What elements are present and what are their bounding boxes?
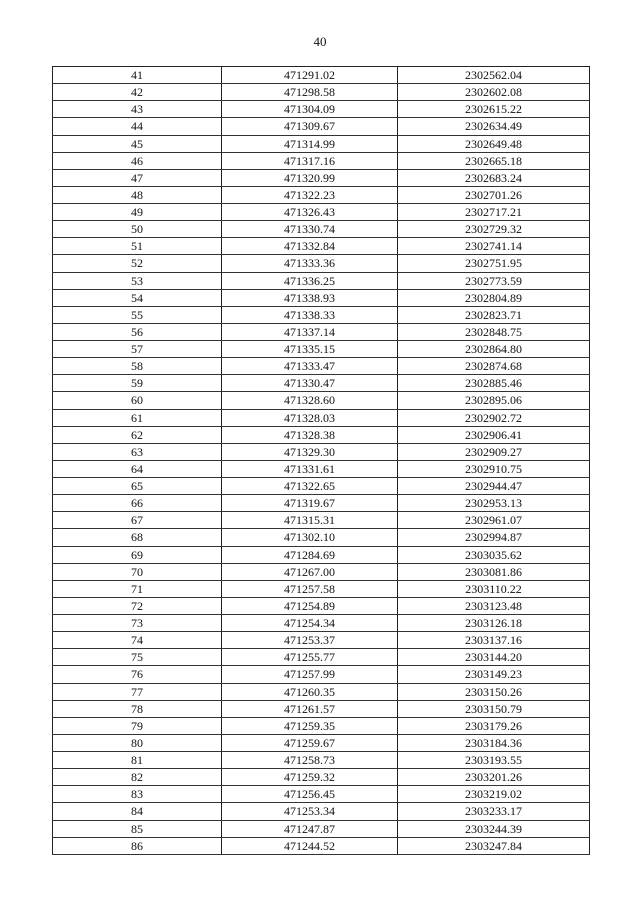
x-coordinate-cell: 471257.99 <box>222 666 398 683</box>
y-coordinate-cell: 2302602.08 <box>398 84 590 101</box>
y-coordinate-cell: 2302885.46 <box>398 375 590 392</box>
table-row <box>53 169 590 186</box>
point-number-cell: 63 <box>53 443 222 460</box>
y-coordinate-cell: 2303081.86 <box>398 563 590 580</box>
x-coordinate-cell: 471333.36 <box>222 255 398 272</box>
table-row <box>53 306 590 323</box>
table-row <box>53 152 590 169</box>
x-coordinate-cell: 471260.35 <box>222 683 398 700</box>
x-coordinate-cell: 471247.87 <box>222 820 398 837</box>
x-coordinate-cell: 471328.03 <box>222 409 398 426</box>
point-number-cell: 84 <box>53 803 222 820</box>
x-coordinate-cell: 471332.84 <box>222 238 398 255</box>
table-row <box>53 478 590 495</box>
table-row <box>53 101 590 118</box>
table-row <box>53 323 590 340</box>
point-number-cell: 75 <box>53 649 222 666</box>
point-number-cell: 70 <box>53 563 222 580</box>
x-coordinate-cell: 471253.37 <box>222 632 398 649</box>
y-coordinate-cell: 2303179.26 <box>398 717 590 734</box>
x-coordinate-cell: 471259.35 <box>222 717 398 734</box>
table-row <box>53 272 590 289</box>
table-row <box>53 597 590 614</box>
point-number-cell: 79 <box>53 717 222 734</box>
y-coordinate-cell: 2303219.02 <box>398 786 590 803</box>
table-row <box>53 837 590 854</box>
point-number-cell: 51 <box>53 238 222 255</box>
point-number-cell: 45 <box>53 135 222 152</box>
y-coordinate-cell: 2302902.72 <box>398 409 590 426</box>
point-number-cell: 64 <box>53 460 222 477</box>
x-coordinate-cell: 471322.65 <box>222 478 398 495</box>
x-coordinate-cell: 471320.99 <box>222 169 398 186</box>
table-row <box>53 238 590 255</box>
x-coordinate-cell: 471267.00 <box>222 563 398 580</box>
y-coordinate-cell: 2302729.32 <box>398 221 590 238</box>
point-number-cell: 86 <box>53 837 222 854</box>
x-coordinate-cell: 471256.45 <box>222 786 398 803</box>
point-number-cell: 41 <box>53 67 222 84</box>
x-coordinate-cell: 471330.74 <box>222 221 398 238</box>
y-coordinate-cell: 2302649.48 <box>398 135 590 152</box>
point-number-cell: 78 <box>53 700 222 717</box>
table-row <box>53 512 590 529</box>
point-number-cell: 80 <box>53 734 222 751</box>
x-coordinate-cell: 471254.34 <box>222 615 398 632</box>
table-row <box>53 204 590 221</box>
point-number-cell: 83 <box>53 786 222 803</box>
y-coordinate-cell: 2302562.04 <box>398 67 590 84</box>
x-coordinate-cell: 471338.93 <box>222 289 398 306</box>
y-coordinate-cell: 2302874.68 <box>398 358 590 375</box>
table-row <box>53 409 590 426</box>
y-coordinate-cell: 2303126.18 <box>398 615 590 632</box>
x-coordinate-cell: 471328.38 <box>222 426 398 443</box>
point-number-cell: 69 <box>53 546 222 563</box>
table-row <box>53 769 590 786</box>
point-number-cell: 48 <box>53 186 222 203</box>
y-coordinate-cell: 2303110.22 <box>398 580 590 597</box>
table-row <box>53 546 590 563</box>
x-coordinate-cell: 471304.09 <box>222 101 398 118</box>
x-coordinate-cell: 471331.61 <box>222 460 398 477</box>
y-coordinate-cell: 2302910.75 <box>398 460 590 477</box>
table-row <box>53 717 590 734</box>
x-coordinate-cell: 471333.47 <box>222 358 398 375</box>
y-coordinate-cell: 2302823.71 <box>398 306 590 323</box>
x-coordinate-cell: 471309.67 <box>222 118 398 135</box>
table-row <box>53 341 590 358</box>
point-number-cell: 82 <box>53 769 222 786</box>
y-coordinate-cell: 2303193.55 <box>398 752 590 769</box>
point-number-cell: 42 <box>53 84 222 101</box>
y-coordinate-cell: 2303184.36 <box>398 734 590 751</box>
table-row <box>53 255 590 272</box>
point-number-cell: 56 <box>53 323 222 340</box>
y-coordinate-cell: 2302701.26 <box>398 186 590 203</box>
x-coordinate-cell: 471255.77 <box>222 649 398 666</box>
point-number-cell: 53 <box>53 272 222 289</box>
x-coordinate-cell: 471298.58 <box>222 84 398 101</box>
y-coordinate-cell: 2303149.23 <box>398 666 590 683</box>
x-coordinate-cell: 471336.25 <box>222 272 398 289</box>
x-coordinate-cell: 471317.16 <box>222 152 398 169</box>
point-number-cell: 44 <box>53 118 222 135</box>
coordinates-table <box>52 66 590 855</box>
point-number-cell: 72 <box>53 597 222 614</box>
x-coordinate-cell: 471315.31 <box>222 512 398 529</box>
table-row <box>53 392 590 409</box>
page-number: 40 <box>313 34 327 49</box>
table-row <box>53 632 590 649</box>
x-coordinate-cell: 471259.67 <box>222 734 398 751</box>
point-number-cell: 54 <box>53 289 222 306</box>
table-row <box>53 289 590 306</box>
table-row <box>53 375 590 392</box>
y-coordinate-cell: 2302804.89 <box>398 289 590 306</box>
table-row <box>53 135 590 152</box>
point-number-cell: 76 <box>53 666 222 683</box>
table-row <box>53 67 590 84</box>
coordinates-table-body <box>53 67 590 855</box>
x-coordinate-cell: 471335.15 <box>222 341 398 358</box>
y-coordinate-cell: 2303123.48 <box>398 597 590 614</box>
point-number-cell: 81 <box>53 752 222 769</box>
point-number-cell: 50 <box>53 221 222 238</box>
table-row <box>53 734 590 751</box>
point-number-cell: 60 <box>53 392 222 409</box>
point-number-cell: 68 <box>53 529 222 546</box>
point-number-cell: 61 <box>53 409 222 426</box>
point-number-cell: 43 <box>53 101 222 118</box>
point-number-cell: 55 <box>53 306 222 323</box>
table-row <box>53 683 590 700</box>
point-number-cell: 49 <box>53 204 222 221</box>
x-coordinate-cell: 471326.43 <box>222 204 398 221</box>
x-coordinate-cell: 471330.47 <box>222 375 398 392</box>
y-coordinate-cell: 2302994.87 <box>398 529 590 546</box>
point-number-cell: 46 <box>53 152 222 169</box>
table-row <box>53 460 590 477</box>
point-number-cell: 47 <box>53 169 222 186</box>
y-coordinate-cell: 2302741.14 <box>398 238 590 255</box>
point-number-cell: 77 <box>53 683 222 700</box>
x-coordinate-cell: 471338.33 <box>222 306 398 323</box>
table-row <box>53 118 590 135</box>
point-number-cell: 62 <box>53 426 222 443</box>
table-row <box>53 529 590 546</box>
x-coordinate-cell: 471302.10 <box>222 529 398 546</box>
y-coordinate-cell: 2302773.59 <box>398 272 590 289</box>
table-row <box>53 580 590 597</box>
x-coordinate-cell: 471254.89 <box>222 597 398 614</box>
point-number-cell: 58 <box>53 358 222 375</box>
point-number-cell: 73 <box>53 615 222 632</box>
y-coordinate-cell: 2302895.06 <box>398 392 590 409</box>
y-coordinate-cell: 2303247.84 <box>398 837 590 854</box>
x-coordinate-cell: 471253.34 <box>222 803 398 820</box>
x-coordinate-cell: 471329.30 <box>222 443 398 460</box>
y-coordinate-cell: 2302953.13 <box>398 495 590 512</box>
x-coordinate-cell: 471322.23 <box>222 186 398 203</box>
table-row <box>53 786 590 803</box>
y-coordinate-cell: 2302615.22 <box>398 101 590 118</box>
y-coordinate-cell: 2303035.62 <box>398 546 590 563</box>
x-coordinate-cell: 471284.69 <box>222 546 398 563</box>
point-number-cell: 66 <box>53 495 222 512</box>
y-coordinate-cell: 2302961.07 <box>398 512 590 529</box>
x-coordinate-cell: 471258.73 <box>222 752 398 769</box>
table-row <box>53 495 590 512</box>
table-row <box>53 84 590 101</box>
y-coordinate-cell: 2302683.24 <box>398 169 590 186</box>
y-coordinate-cell: 2302864.80 <box>398 341 590 358</box>
point-number-cell: 85 <box>53 820 222 837</box>
x-coordinate-cell: 471337.14 <box>222 323 398 340</box>
y-coordinate-cell: 2302906.41 <box>398 426 590 443</box>
x-coordinate-cell: 471259.32 <box>222 769 398 786</box>
table-row <box>53 426 590 443</box>
y-coordinate-cell: 2303233.17 <box>398 803 590 820</box>
point-number-cell: 71 <box>53 580 222 597</box>
x-coordinate-cell: 471291.02 <box>222 67 398 84</box>
y-coordinate-cell: 2302944.47 <box>398 478 590 495</box>
x-coordinate-cell: 471314.99 <box>222 135 398 152</box>
y-coordinate-cell: 2302634.49 <box>398 118 590 135</box>
y-coordinate-cell: 2302909.27 <box>398 443 590 460</box>
y-coordinate-cell: 2302751.95 <box>398 255 590 272</box>
table-row <box>53 186 590 203</box>
table-row <box>53 803 590 820</box>
x-coordinate-cell: 471261.57 <box>222 700 398 717</box>
y-coordinate-cell: 2303150.26 <box>398 683 590 700</box>
y-coordinate-cell: 2303150.79 <box>398 700 590 717</box>
table-row <box>53 649 590 666</box>
table-row <box>53 752 590 769</box>
table-row <box>53 820 590 837</box>
table-row <box>53 666 590 683</box>
point-number-cell: 57 <box>53 341 222 358</box>
y-coordinate-cell: 2303144.20 <box>398 649 590 666</box>
table-row <box>53 358 590 375</box>
point-number-cell: 65 <box>53 478 222 495</box>
y-coordinate-cell: 2303137.16 <box>398 632 590 649</box>
table-row <box>53 221 590 238</box>
point-number-cell: 52 <box>53 255 222 272</box>
table-row <box>53 443 590 460</box>
x-coordinate-cell: 471257.58 <box>222 580 398 597</box>
x-coordinate-cell: 471244.52 <box>222 837 398 854</box>
x-coordinate-cell: 471319.67 <box>222 495 398 512</box>
table-row <box>53 563 590 580</box>
table-row <box>53 700 590 717</box>
point-number-cell: 59 <box>53 375 222 392</box>
y-coordinate-cell: 2303201.26 <box>398 769 590 786</box>
point-number-cell: 74 <box>53 632 222 649</box>
point-number-cell: 67 <box>53 512 222 529</box>
y-coordinate-cell: 2302717.21 <box>398 204 590 221</box>
x-coordinate-cell: 471328.60 <box>222 392 398 409</box>
y-coordinate-cell: 2302665.18 <box>398 152 590 169</box>
y-coordinate-cell: 2302848.75 <box>398 323 590 340</box>
table-row <box>53 615 590 632</box>
y-coordinate-cell: 2303244.39 <box>398 820 590 837</box>
